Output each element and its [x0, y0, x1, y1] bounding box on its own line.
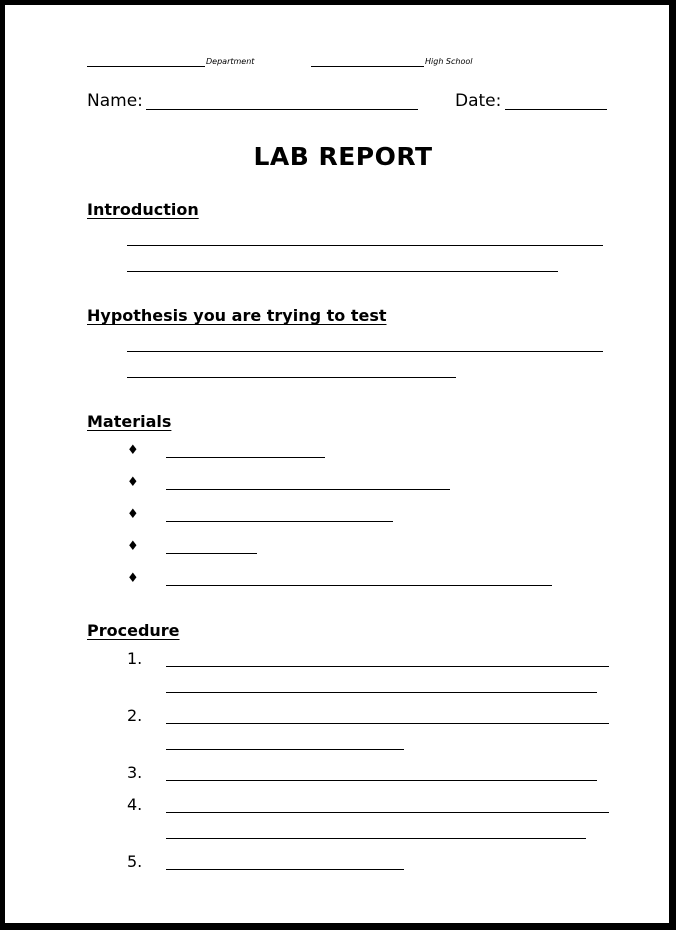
section-introduction: Introduction — [87, 200, 199, 219]
procedure-number-4: 4. — [127, 795, 143, 814]
procedure-2-line-2[interactable] — [166, 749, 404, 750]
date-label: Date: — [455, 91, 502, 111]
procedure-number-3: 3. — [127, 763, 143, 782]
procedure-number-1: 1. — [127, 649, 143, 668]
material-bullet-1: ♦ — [127, 443, 139, 458]
procedure-number-5: 5. — [127, 852, 143, 871]
material-bullet-4: ♦ — [127, 539, 139, 554]
page-title: LAB REPORT — [253, 142, 433, 171]
department-label: Department — [206, 57, 255, 66]
section-procedure: Procedure — [87, 621, 180, 640]
procedure-2-line-1[interactable] — [166, 723, 609, 724]
procedure-4-line-2[interactable] — [166, 838, 586, 839]
material-line-1[interactable] — [166, 457, 325, 458]
date-blank[interactable] — [505, 109, 607, 110]
procedure-4-line-1[interactable] — [166, 812, 609, 813]
hypothesis-line-2[interactable] — [127, 377, 456, 378]
material-bullet-5: ♦ — [127, 571, 139, 586]
material-line-5[interactable] — [166, 585, 552, 586]
section-hypothesis: Hypothesis you are trying to test — [87, 306, 387, 325]
material-bullet-2: ♦ — [127, 475, 139, 490]
school-label: High School — [425, 57, 473, 66]
introduction-line-2[interactable] — [127, 271, 558, 272]
name-blank[interactable] — [146, 109, 418, 110]
procedure-3-line-1[interactable] — [166, 780, 597, 781]
material-bullet-3: ♦ — [127, 507, 139, 522]
name-label: Name: — [87, 91, 143, 111]
procedure-5-line-1[interactable] — [166, 869, 404, 870]
material-line-2[interactable] — [166, 489, 450, 490]
introduction-line-1[interactable] — [127, 245, 603, 246]
material-line-3[interactable] — [166, 521, 393, 522]
procedure-1-line-1[interactable] — [166, 666, 609, 667]
department-blank[interactable] — [87, 66, 205, 67]
procedure-number-2: 2. — [127, 706, 143, 725]
hypothesis-line-1[interactable] — [127, 351, 603, 352]
material-line-4[interactable] — [166, 553, 257, 554]
procedure-1-line-2[interactable] — [166, 692, 597, 693]
school-blank[interactable] — [311, 66, 424, 67]
section-materials: Materials — [87, 412, 172, 431]
